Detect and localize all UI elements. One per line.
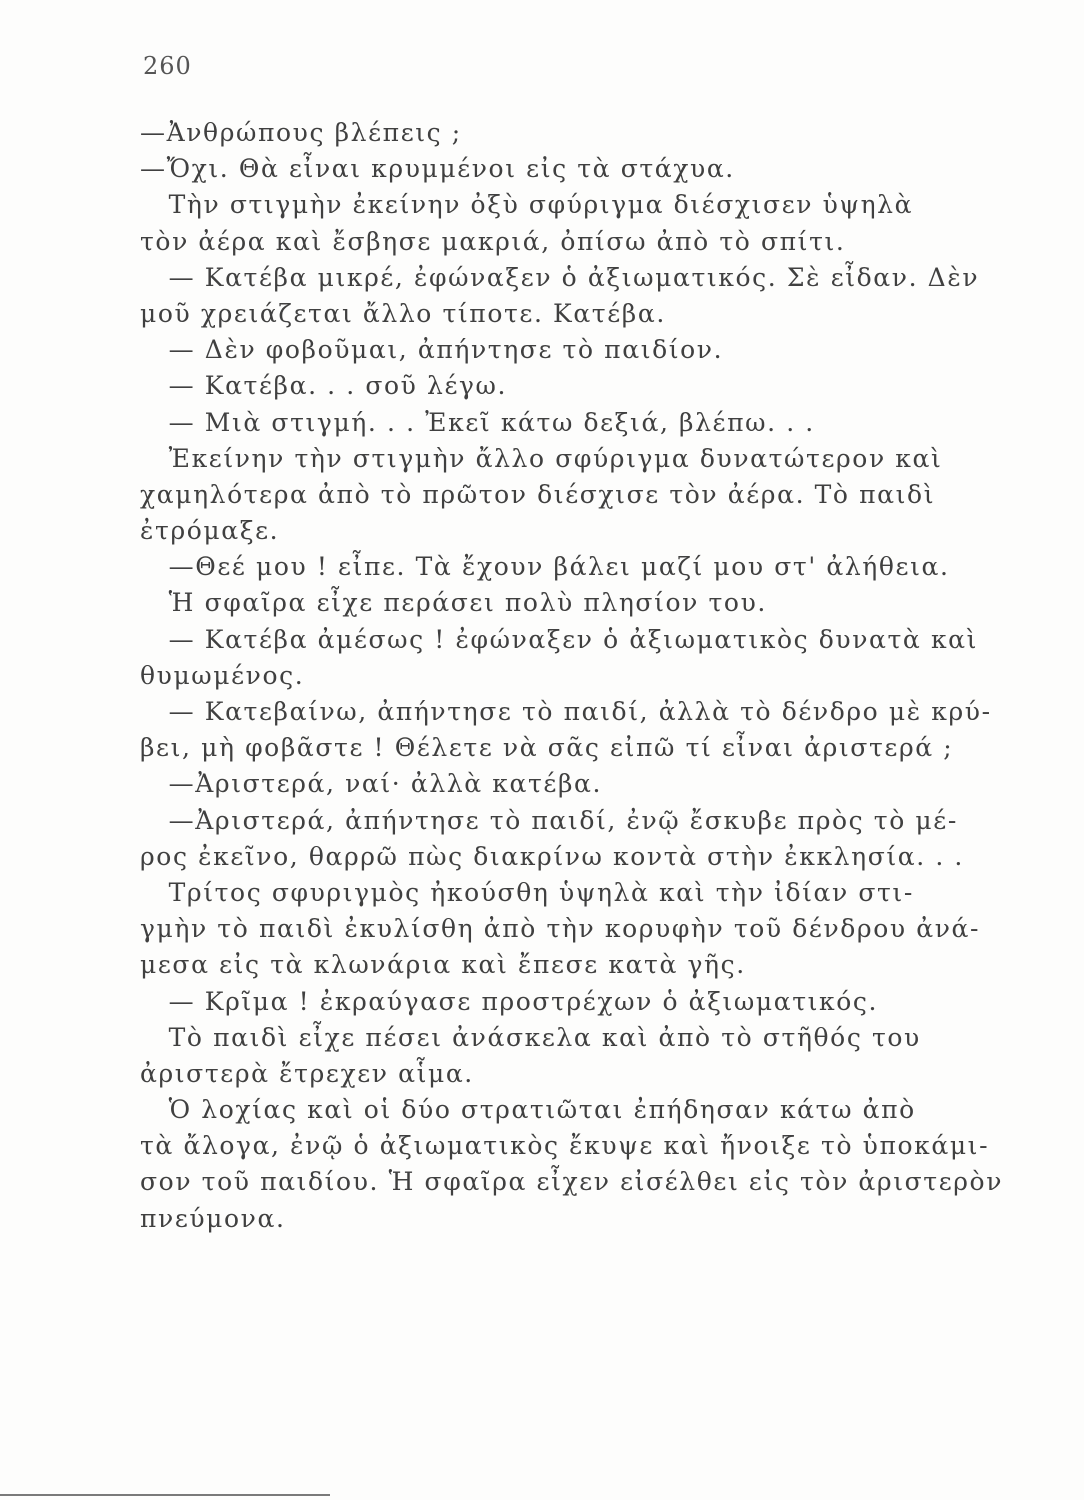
text-line: —Ἀριστερά, ναί· ἀλλὰ κατέβα.: [140, 769, 603, 799]
text-line: Τρίτος σφυριγμὸς ἠκούσθη ὑψηλὰ καὶ τὴν ἰδίαν στι-: [140, 877, 914, 907]
text-line: —Θεέ μου ! εἶπε. Τὰ ἔχουν βάλει μαζί μου στ' ἀλήθεια.: [140, 552, 950, 582]
text-line: — Δὲν φοβοῦμαι, ἀπήντησε τὸ παιδίον.: [140, 335, 724, 365]
text-line: —Ἀνθρώπους βλέπεις ;: [140, 118, 462, 147]
text-line: Τὴν στιγμὴν ἐκείνην ὀξὺ σφύριγμα διέσχισεν ὑψηλὰ: [140, 190, 914, 220]
text-line: γμὴν τὸ παιδὶ ἐκυλίσθη ἀπὸ τὴν κορυφὴν τοῦ δένδρου ἀνά-: [140, 914, 981, 944]
body-text: [140, 115, 1004, 1237]
text-line: χαμηλότερα ἀπὸ τὸ πρῶτον διέσχισε τὸν ἀέρα. Τὸ παιδὶ: [140, 479, 936, 509]
text-line: μεσα εἰς τὰ κλωνάρια καὶ ἔπεσε κατὰ γῆς.: [140, 950, 746, 980]
text-line: τὸν ἀέρα καὶ ἔσβησε μακριά, ὀπίσω ἀπὸ τὸ σπίτι.: [140, 226, 846, 256]
text-line: μοῦ χρειάζεται ἄλλο τίποτε. Κατέβα.: [140, 298, 666, 328]
page-number: 260: [143, 52, 192, 80]
text-line: θυμωμένος.: [140, 660, 305, 690]
text-line: Ὁ λοχίας καὶ οἱ δύο στρατιῶται ἐπήδησαν κάτω ἀπὸ: [140, 1095, 916, 1125]
text-line: — Κατέβα. . . σοῦ λέγω.: [140, 371, 508, 401]
text-line: Τὸ παιδὶ εἶχε πέσει ἀνάσκελα καὶ ἀπὸ τὸ στῆθός του: [140, 1022, 921, 1052]
bottom-rule: [0, 1494, 330, 1496]
text-line: — Κρῖμα ! ἐκραύγασε προστρέχων ὁ ἀξιωματικός.: [140, 986, 879, 1016]
text-line: — Κατέβα ἀμέσως ! ἐφώναξεν ὁ ἀξιωματικὸς δυνατὰ καὶ: [140, 624, 979, 654]
text-line: — Κατέβα μικρέ, ἐφώναξεν ὁ ἀξιωματικός. Σὲ εἶδαν. Δὲν: [140, 262, 980, 292]
text-line: —Ἀριστερά, ἀπήντησε τὸ παιδί, ἐνῷ ἔσκυβε πρὸς τὸ μέ-: [140, 805, 958, 835]
text-line: —Ὄχι. Θὰ εἶναι κρυμμένοι εἰς τὰ στάχυα.: [140, 154, 735, 184]
text-line: βει, μὴ φοβᾶστε ! Θέλετε νὰ σᾶς εἰπῶ τί εἶναι ἀριστερά ;: [140, 733, 954, 763]
text-line: τὰ ἄλογα, ἐνῷ ὁ ἀξιωματικὸς ἔκυψε καὶ ἤνοιξε τὸ ὑποκάμι-: [140, 1131, 990, 1161]
text-line: ἐτρόμαξε.: [140, 516, 280, 546]
text-line: Ἐκείνην τὴν στιγμὴν ἄλλο σφύριγμα δυνατώτερον καὶ: [140, 443, 943, 473]
text-line: σον τοῦ παιδίου. Ἡ σφαῖρα εἶχεν εἰσέλθει εἰς τὸν ἀριστερὸν: [140, 1167, 1004, 1197]
text-line: Ἡ σφαῖρα εἶχε περάσει πολὺ πλησίον του.: [140, 588, 767, 618]
text-line: — Κατεβαίνω, ἀπήντησε τὸ παιδί, ἀλλὰ τὸ δένδρο μὲ κρύ-: [140, 697, 992, 726]
text-line: ἀριστερὰ ἔτρεχεν αἷμα.: [140, 1058, 474, 1088]
text-line: — Μιὰ στιγμή. . . Ἐκεῖ κάτω δεξιά, βλέπω. . .: [140, 407, 815, 437]
text-line: ρος ἐκεῖνο, θαρρῶ πὼς διακρίνω κοντὰ στὴν ἐκκλησία. . .: [140, 841, 964, 871]
text-line: πνεύμονα.: [140, 1203, 286, 1233]
